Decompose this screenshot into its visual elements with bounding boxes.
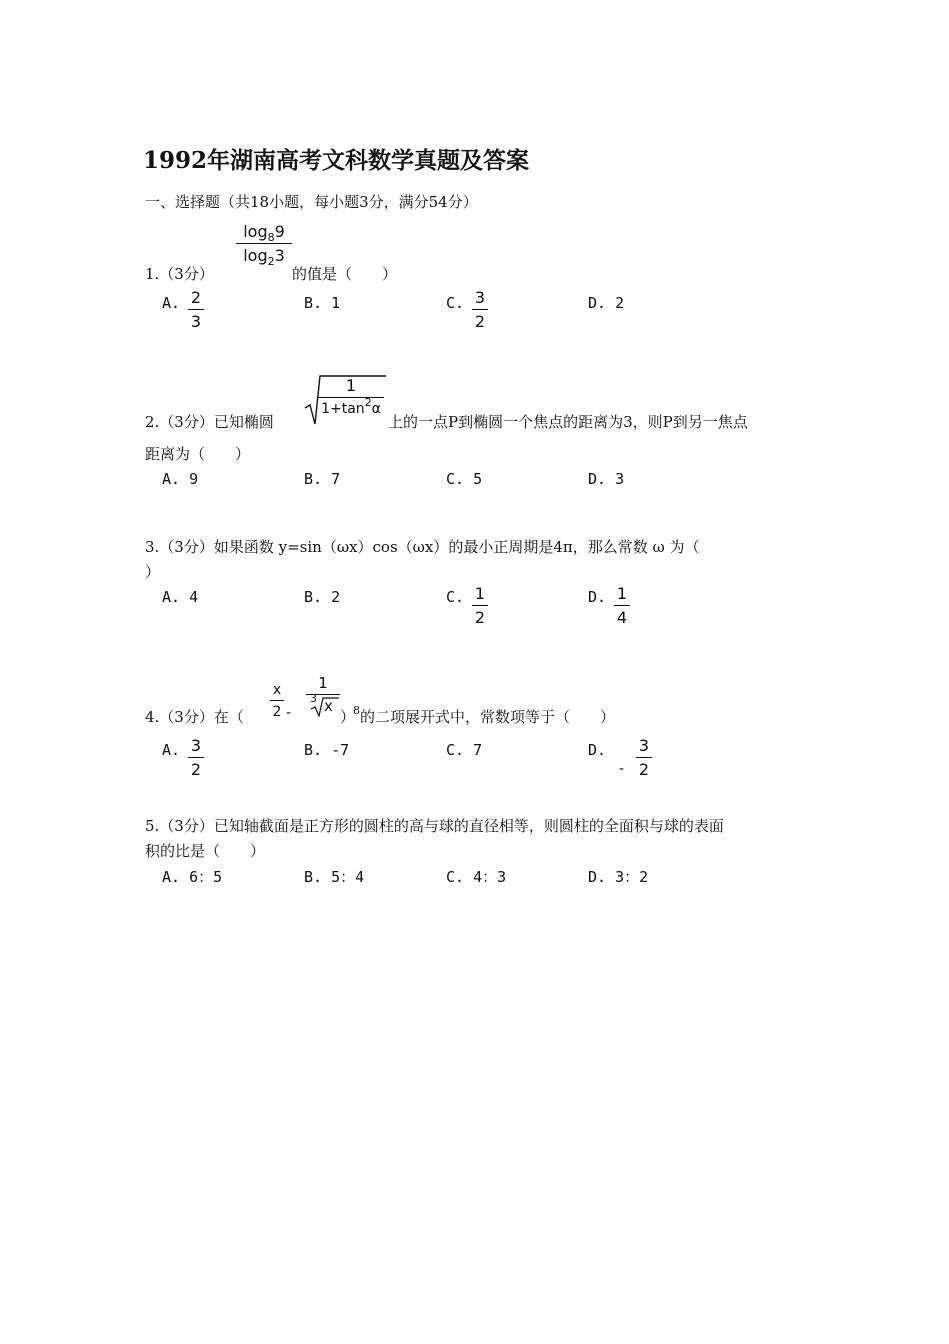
- q4-option-b[interactable]: B. -7: [304, 741, 350, 759]
- page-title: 1992年湖南高考文科数学真题及答案: [143, 147, 530, 174]
- q1-option-c-den: 2: [474, 312, 486, 331]
- q4-close-paren: ）: [340, 708, 356, 726]
- q3-option-c-num: 1: [474, 584, 486, 603]
- q3-option-d-den: 4: [616, 608, 628, 627]
- q4-frac2-num: 1: [318, 674, 328, 692]
- q1-option-c[interactable]: [472, 290, 488, 330]
- q5-option-a[interactable]: A. 6：5: [162, 868, 223, 886]
- q4-fraction-1-over-cbrt-x: [306, 676, 340, 714]
- q4-option-d-label[interactable]: D.: [588, 741, 607, 759]
- q2-option-d[interactable]: D. 3: [588, 470, 625, 488]
- q1-option-c-num: 3: [474, 288, 486, 307]
- q4-number: 4.（3分）在（: [145, 708, 244, 726]
- q2-sqrt-den: 1+tan: [321, 401, 365, 417]
- q4-cbrt-sign-icon: [308, 697, 340, 717]
- q1-option-a-den: 3: [190, 312, 202, 331]
- q5-option-d[interactable]: D. 3：2: [588, 868, 649, 886]
- q1-log-num-base: 8: [267, 231, 275, 244]
- q5-stem-line2: 积的比是（ ）: [145, 842, 266, 860]
- q3-option-d-label[interactable]: D.: [588, 588, 607, 606]
- q2-stem-line2: 距离为（ ）: [145, 445, 251, 463]
- section-heading: 一、选择题（共18小题，每小题3分，满分54分）: [145, 193, 478, 211]
- q4-option-a-label[interactable]: A.: [162, 741, 181, 759]
- q4-root-arg: x: [324, 697, 333, 715]
- q4-power: 8: [353, 704, 360, 717]
- q1-log-den-arg: 3: [274, 246, 285, 265]
- q4-root-index: 3: [310, 692, 317, 705]
- q4-option-a-num: 3: [190, 736, 202, 755]
- q1-number: 1.（3分）: [145, 265, 214, 283]
- q2-option-b[interactable]: B. 7: [304, 470, 341, 488]
- q4-option-a-den: 2: [190, 760, 202, 779]
- q2-sqrt-fraction: [318, 378, 384, 416]
- q2-sqrt-den-sup: 2: [364, 396, 372, 409]
- q1-log-den: log: [243, 246, 268, 265]
- q4-option-d-num: 3: [638, 736, 650, 755]
- q1-log-num: log: [243, 222, 268, 241]
- q4-option-d-minus: -: [619, 761, 625, 777]
- q4-stem: 的二项展开式中，常数项等于（ ）: [360, 708, 616, 726]
- q2-option-c[interactable]: C. 5: [446, 470, 483, 488]
- q1-log-fraction: [236, 222, 292, 268]
- q1-option-d[interactable]: D. 2: [588, 294, 625, 312]
- q2-number: 2.（3分）已知椭圆: [145, 413, 274, 431]
- q3-stem-line2: ）: [145, 563, 161, 581]
- q1-option-b[interactable]: B. 1: [304, 294, 341, 312]
- q1-option-a-num: 2: [190, 288, 202, 307]
- q5-stem: 5.（3分）已知轴截面是正方形的圆柱的高与球的直径相等，则圆柱的全面积与球的表面: [145, 817, 724, 835]
- q1-option-a[interactable]: [188, 290, 204, 330]
- q5-option-b[interactable]: B. 5：4: [304, 868, 365, 886]
- q3-option-d-num: 1: [616, 584, 628, 603]
- q3-option-b[interactable]: B. 2: [304, 588, 341, 606]
- q4-option-d-den: 2: [638, 760, 650, 779]
- q4-minus: -: [286, 705, 292, 721]
- q4-option-d[interactable]: [636, 738, 652, 778]
- q2-sqrt-den-var: α: [371, 401, 381, 417]
- q2-sqrt-num: 1: [345, 376, 357, 395]
- q5-option-c[interactable]: C. 4：3: [446, 868, 507, 886]
- q4-fraction-x-over-2: [270, 683, 284, 719]
- q1-stem: 的值是（ ）: [292, 265, 398, 283]
- q1-option-c-label[interactable]: C.: [446, 294, 465, 312]
- q3-option-c[interactable]: [472, 586, 488, 626]
- q3-stem: 3.（3分）如果函数 y=sin（ωx）cos（ωx）的最小正周期是4π，那么常数 ω 为（: [145, 538, 700, 556]
- q2-stem: 上的一点P到椭圆一个焦点的距离为3，则P到另一焦点: [388, 413, 748, 431]
- q3-option-d[interactable]: [614, 586, 630, 626]
- q1-log-den-base: 2: [267, 255, 275, 268]
- q4-frac1-num: x: [272, 682, 282, 698]
- q4-option-c[interactable]: C. 7: [446, 741, 483, 759]
- q1-log-num-arg: 9: [274, 222, 285, 241]
- q1-option-a-label[interactable]: A.: [162, 294, 181, 312]
- q3-option-c-den: 2: [474, 608, 486, 627]
- q4-frac1-den: 2: [272, 704, 282, 720]
- q4-option-a[interactable]: [188, 738, 204, 778]
- q3-option-a[interactable]: A. 4: [162, 588, 199, 606]
- q2-option-a[interactable]: A. 9: [162, 470, 199, 488]
- q3-option-c-label[interactable]: C.: [446, 588, 465, 606]
